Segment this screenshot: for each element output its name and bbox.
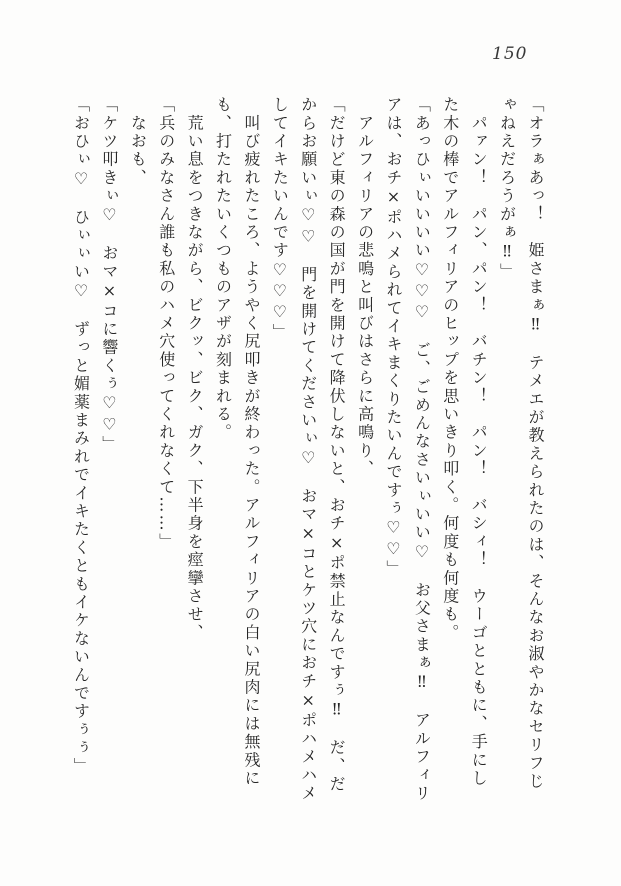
text-line: からお願いぃ♡♡ 門を開けてくださいぃ♡ おマ×コとケツ穴におチ×ポハメハメ: [298, 96, 318, 803]
text-line: してイキたいんです♡♡♡」: [270, 96, 290, 342]
text-line: 「あっひぃいいいい♡♡♡ ご、ごめんなさいぃいい♡ お父さまぁ‼ アルフィリ: [412, 96, 432, 803]
text-line: アルフィリアの悲鳴と叫びはさらに高鳴り、: [355, 96, 375, 479]
text-line: アは、おチ×ポハメられてイキまくりたいんですぅ♡♡」: [383, 96, 403, 579]
text-line: 「だけど東の森の国が門を開けて降伏しないと、おチ×ポ禁止なんですぅ‼ だ、だ: [327, 96, 347, 794]
page-number: 150: [492, 44, 528, 64]
text-line: 「兵のみなさん誰も私のハメ穴使ってくれなくて……」: [156, 96, 176, 551]
text-line: も、打たれたいくつものアザが刻まれる。: [213, 96, 233, 442]
text-line: 叫び疲れたころ、ようやく尻叩きが終わった。アルフィリアの白い尻肉には無残に: [241, 96, 261, 788]
text-line: パァン！ パン、パン！ バチン！ パン！ バシィ！ ウーゴとともに、手にし: [469, 96, 489, 788]
text-line: なおも、: [128, 96, 148, 187]
text-line: 荒い息をつきながら、ビクッ、ビク、ガク、下半身を痙攣させ、: [185, 96, 205, 642]
text-line: 「おひぃ♡ ひぃぃい♡ ずっと媚薬まみれでイキたくともイケないんですぅぅ」: [71, 96, 91, 776]
text-line: 「ケツ叩きぃ♡ おマ×コに響くぅ♡♡」: [99, 96, 119, 454]
text-line: ゃねえだろうがぁ‼」: [497, 96, 517, 281]
vertical-text-block: [66, 96, 549, 836]
text-line: 「オラぁあっ！ 姫さまぁ‼ テメエが教えられたのは、そんなお淑やかなセリフじ: [526, 96, 545, 791]
text-line: た木の棒でアルフィリアのヒップを思いきり叩く。何度も何度も。: [440, 96, 460, 642]
